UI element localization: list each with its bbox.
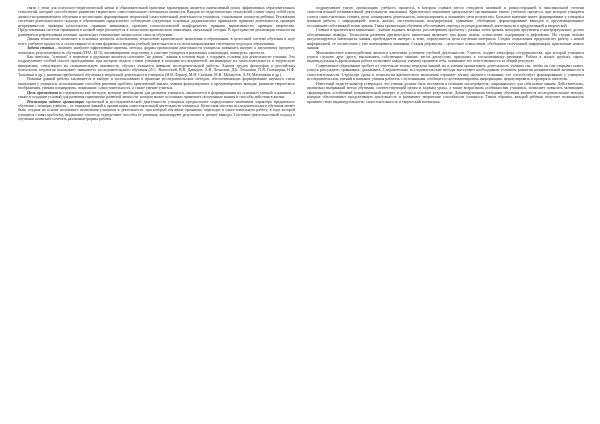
paragraph — [307, 51, 584, 64]
paragraph — [307, 82, 584, 104]
paragraph-text: связи с этим для психолого-педагогической науки и образовательной практики характерным является интенсивный поиск эффективных образовательных технологий, которые способствуют развитию творческого самостоятельного потенциала личности. Каждая из педагогических технологий ставит перед собой цель личностно-развивающего обучения и воспитания, формирование творческой самостоятельной деятельности учащихся, становление личности ребёнка. Реализация системно-деятельностного подхода к образованию предполагает соблюдение следующих основных дидактических принципов: принцип деятельности, принцип непрерывности, принцип целостности, принцип минимакса, принцип психологической комфортности, принцип вариативности, принцип творчества. Представленная система принципов в полной мере реализуется в технологии критического мышления, актуальной сегодня. В пространстве реализации технологии развивается рефлексивная позиция, происходит становление личностного смысла обучения. — [18, 6, 295, 37]
paragraph-text: Как известно, "ключом" к перемене в дидактике является сочетание "не давать" знания в готовом виде, а создавать условия для деятельности ученика. Это подразумевает особый способ преподавания, при котором педагог ставит учеников в позицию исследователей, активизирует их самостоятельность и творческую инициативу, стимулирует их познавательную активность, обучает учащихся навыкам исследовательской работы. Анализ трудов философов и российских психологов, педагогов показывает значимость исследовательского обучения (Л.С. Выготский, В.В. Давыдов, А.Н. Леонтьев, Д.Б. Эльконин, П.Я. Гальперин, Н.Ф. Талызина и др.), значение проблемного обучения в творческой деятельности учащихся (И.Я. Лернер, М.Н. Скаткин, М.И. Махмутов, А.М. Матюшкин и др.). — [18, 53, 295, 77]
left-text-column — [18, 6, 295, 418]
paragraph-text: Главное в критическом мышлении – умение задавать вопросы, рассматривать проблему с разных точек зрения, находить аргументы и контраргументы, делать обоснованные выводы. Технология развития критического мышления включает три фазы: вызов, осмысление содержания и рефлексию. На стадии вызова актуализируются имеющиеся знания, пробуждается интерес к теме, определяются цели изучения материала. Стадия осмысления предполагает работу с новой информацией, её соотнесение с уже имеющимися знаниями. Стадия рефлексии – целостное осмысление, обобщение полученной информации, присвоение нового знания. — [307, 27, 584, 51]
paragraph-text: проектной и исследовательской деятельности учащихся предполагает определенное изменение характера предметного обучения с позиции учителя – от передачи знаний к организации самостоятельной деятельности учащихся. Целостная система исследовательского обучения может быть создана на основе поэтапного включения учащихся в деятельность, при которой обучение органично переходит в самостоятельную работу, в ходе которой учащиеся ставят проблему, выдвигают гипотезу, определяют способы её решения, анализируют результаты и делают выводы. Системно-деятельностный подход в обучении позволяет сочетать различные формы работы. — [18, 98, 295, 122]
paragraph — [307, 28, 584, 50]
text-columns — [18, 6, 584, 418]
paragraph — [18, 55, 295, 77]
paragraph-text: подразумевает такую организацию учебного процесса, в котором главное место отводится активной и разносторонней, в максимальной степени самостоятельной познавательной деятельности школьника. Критическое мышление предполагает организацию такого учебного процесса, при котором учащиеся учатся самостоятельно ставить цели, планировать деятельность, контролировать и оценивать свои результаты. Большое значение имеет формирование у учащихся навыков работы с информацией: поиск, анализ, систематизация, интерпретация, сравнение, обобщение, формулирование выводов и аргументированное отстаивание собственной точки зрения. Такая организация обучения обеспечивает переход от репродуктивной деятельности к продуктивной и творческой. — [307, 6, 584, 28]
paragraph — [18, 77, 295, 90]
paragraph — [18, 6, 295, 37]
right-text-column — [307, 6, 584, 418]
paragraph-text: Известный педагог-новатор утверждал, что ученик должен быть поставлен в позицию исследователя, открывающего для себя новые знания. Действительно, правильно выбранный метод обучения, соответствующий целям и задачам урока, а также возрастным особенностям учащихся, позволяет повысить мотивацию, сформировать устойчивый познавательный интерес и добиться высоких результатов. Доминирующими методами обучения являются исследовательские методы, которые обеспечивают продуктивную деятельность и развивают творческие способности учащихся. Таким образом, каждый ребёнок получает возможность проявить свою индивидуальность, самостоятельность и творческий потенциал. — [307, 80, 584, 104]
paragraph — [307, 6, 584, 28]
paragraph — [18, 100, 295, 122]
paragraph-text: исследовательских методов, которые необходимы для развития учащихся, заключается в формировании их основных умений и навыков, а также в создании условий для развития гармонично развитой личности, которая может осознанно применять полученные знания и способы действия в жизни. — [18, 89, 295, 100]
paragraph-lead: Цель применения — [27, 89, 58, 95]
paragraph-lead: Реализация задачи организации — [27, 98, 85, 104]
paragraph-text: Межличностное взаимодействие является ключевым условием учебной деятельности. Учитель создает атмосферу сотрудничества, при которой учащиеся учатся слушать друг друга, высказывать собственное мнение, вести дискуссию, приходить к согласованному решению. Работа в малых группах, парах, индивидуальная и фронтальная работа позволяют каждому ученику проявить себя, повышают его ответственность за общий результат. — [307, 49, 584, 64]
paragraph-text: Новизна данной работы заключается в выборе и использовании в практике исследовательских методов, обеспечивающих формирование научного стиля мышления у учащихся: использование способов решения проблем, критический анализ, умение формулировать и аргументировать выводы; развитие творческого воображения, умения планировать, понимание, самостоятельность, а также умение учиться. — [18, 76, 295, 91]
paragraph — [307, 64, 584, 82]
paragraph-text: – выявить наиболее эффективные приемы, методы, формы организации деятельности учащихся, повышать интерес к изучаемому предмету, повышать результативность обучения (ГИА, ЕГЭ), активизировать подготовку к участию учащихся в различных олимпиадах, конкурсах, проектах. — [18, 45, 295, 55]
paragraph-lead: Задача статьи — [27, 45, 54, 51]
paragraph-text: Данная технология позволяет в основных аспектах использовать технологию критического мышления в образовании, в целостной системе обучения в ходе всего учебного процесса, в согласовании со всеми формами и видами учебной деятельности и по всем направлениям системного подхода в образовании. — [18, 36, 295, 46]
paragraph-text: Современное образование требует от учителя не только передачи знаний, но и умения организовать деятельность ученика так, чтобы он сам открывал новое, учился рассуждать, сравнивать, доказывать. Следовательно, исследовательские методы выступают необходимым условием развития познавательной активности и самостоятельности. Структура урока в технологии критического мышления отражает логику научного познания, что способствует формированию у учащихся исследовательских умений и навыков, умения работать с источниками, обобщать и систематизировать информацию, формулировать и проверять гипотезы. — [307, 62, 584, 82]
